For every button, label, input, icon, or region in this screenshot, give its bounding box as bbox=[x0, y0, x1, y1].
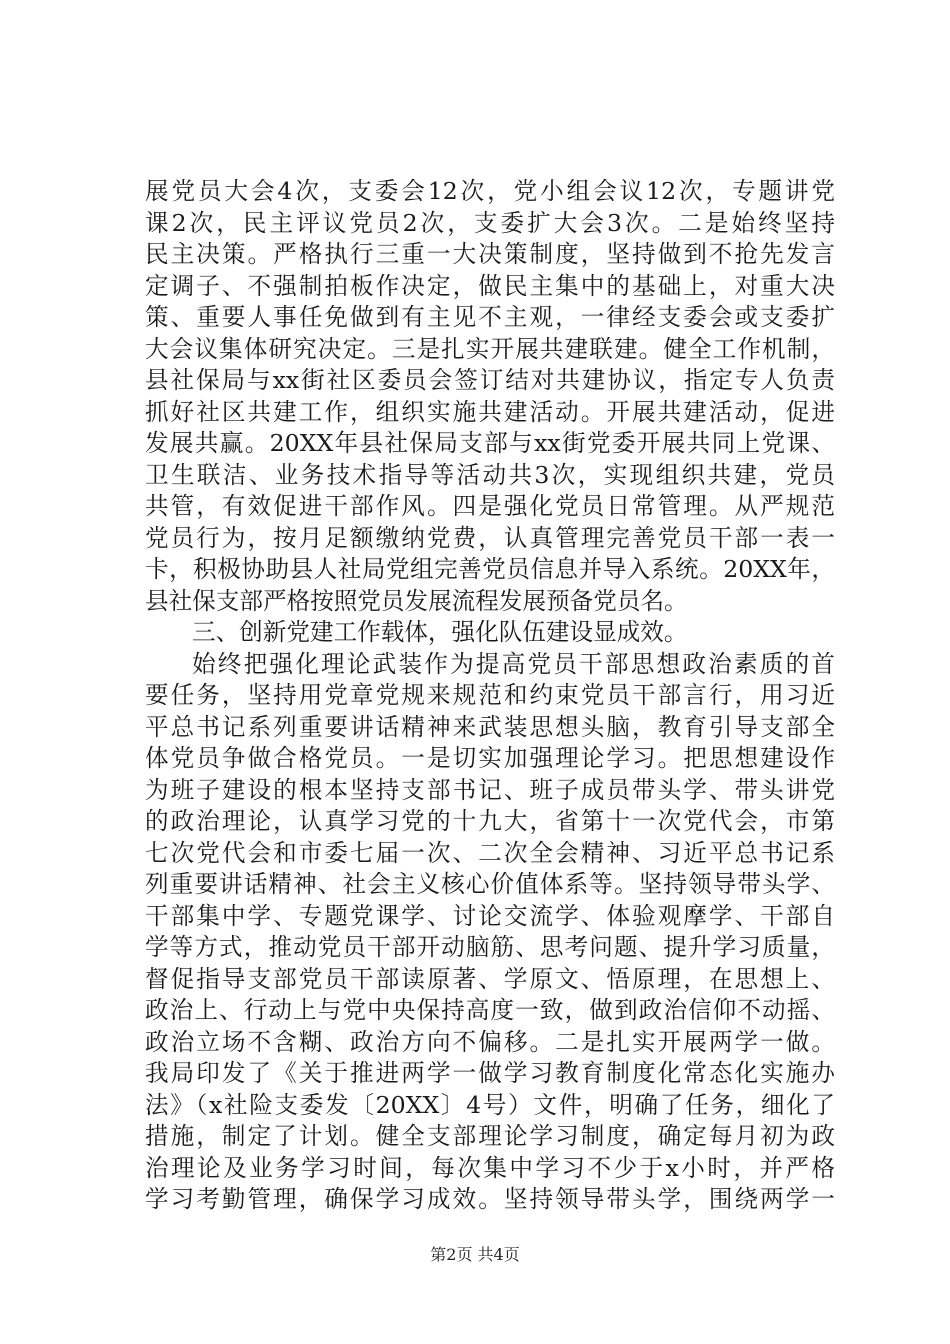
text-line: 七次党代会和市委七届一次、二次全会精神、习近平总书记系 bbox=[145, 838, 835, 867]
text-line: 政治立场不含糊、政治方向不偏移。二是扎实开展两学一做。 bbox=[145, 1027, 835, 1056]
text-line: 学等方式，推动党员干部开动脑筋、思考问题、提升学习质量， bbox=[145, 933, 835, 961]
text-line: 体党员争做合格党员。一是切实加强理论学习。把思想建设作 bbox=[145, 744, 835, 772]
text-line: 学习考勤管理，确保学习成效。坚持领导带头学，围绕两学一 bbox=[145, 1185, 835, 1213]
text-line: 课2次，民主评议党员2次，支委扩大会3次。二是始终坚持 bbox=[145, 208, 835, 237]
text-line: 干部集中学、专题党课学、讨论交流学、体验观摩学、干部自 bbox=[145, 901, 835, 930]
text-line: 卫生联洁、业务技术指导等活动共3次，实现组织共建，党员 bbox=[145, 460, 835, 489]
text-line: 县社保支部严格按照党员发展流程发展预备党员名。 bbox=[145, 586, 688, 615]
text-line: 我局印发了《关于推进两学一做学习教育制度化常态化实施办 bbox=[145, 1059, 835, 1087]
text-line: 定调子、不强制拍板作决定，做民主集中的基础上，对重大决 bbox=[145, 271, 835, 300]
text-line: 治理论及业务学习时间，每次集中学习不少于x小时，并严格 bbox=[145, 1153, 835, 1182]
text-line: 大会议集体研究决定。三是扎实开展共建联建。健全工作机制， bbox=[145, 334, 835, 363]
section-heading: 三、创新党建工作载体，强化队伍建设显成效。 bbox=[192, 618, 688, 646]
text-line: 党员行为，按月足额缴纳党费，认真管理完善党员干部一表一 bbox=[145, 523, 835, 552]
text-line: 发展共赢。20XX年县社保局支部与xx街党委开展共同上党课、 bbox=[145, 429, 835, 457]
text-line: 民主决策。严格执行三重一大决策制度，坚持做到不抢先发言 bbox=[145, 240, 835, 268]
text-line: 平总书记系列重要讲话精神来武装思想头脑，教育引导支部全 bbox=[145, 712, 835, 741]
text-line: 为班子建设的根本坚持支部书记、班子成员带头学、带头讲党 bbox=[145, 775, 835, 804]
text-line: 要任务，坚持用党章党规来规范和约束党员干部言行，用习近 bbox=[145, 681, 835, 709]
text-line: 卡，积极协助县人社局党组完善党员信息并导入系统。20XX年， bbox=[145, 555, 835, 583]
text-line: 抓好社区共建工作，组织实施共建活动。开展共建活动，促进 bbox=[145, 397, 835, 426]
page-footer bbox=[0, 1242, 950, 1265]
text-line: 列重要讲话精神、社会主义核心价值体系等。坚持领导带头学、 bbox=[145, 870, 835, 898]
page-number-label: 第2页 共4页 bbox=[430, 1245, 520, 1264]
text-line: 督促指导支部党员干部读原著、学原文、悟原理，在思想上、 bbox=[145, 964, 835, 993]
text-line: 县社保局与xx街社区委员会签订结对共建协议，指定专人负责 bbox=[145, 366, 835, 394]
text-line: 措施，制定了计划。健全支部理论学习制度，确定每月初为政 bbox=[145, 1122, 835, 1150]
text-line: 展党员大会4次，支委会12次，党小组会议12次，专题讲党 bbox=[145, 177, 835, 205]
text-line: 策、重要人事任免做到有主见不主观，一律经支委会或支委扩 bbox=[145, 303, 835, 331]
text-line: 政治上、行动上与党中央保持高度一致，做到政治信仰不动摇、 bbox=[145, 996, 835, 1024]
text-line: 始终把强化理论武装作为提高党员干部思想政治素质的首 bbox=[192, 649, 835, 678]
text-line: 法》（x社险支委发〔20XX〕4号）文件，明确了任务，细化了 bbox=[145, 1090, 835, 1119]
body-text bbox=[145, 176, 835, 1216]
text-line: 共管，有效促进干部作风。四是强化党员日常管理。从严规范 bbox=[145, 492, 835, 520]
text-line: 的政治理论，认真学习党的十九大，省第十一次党代会，市第 bbox=[145, 807, 835, 835]
